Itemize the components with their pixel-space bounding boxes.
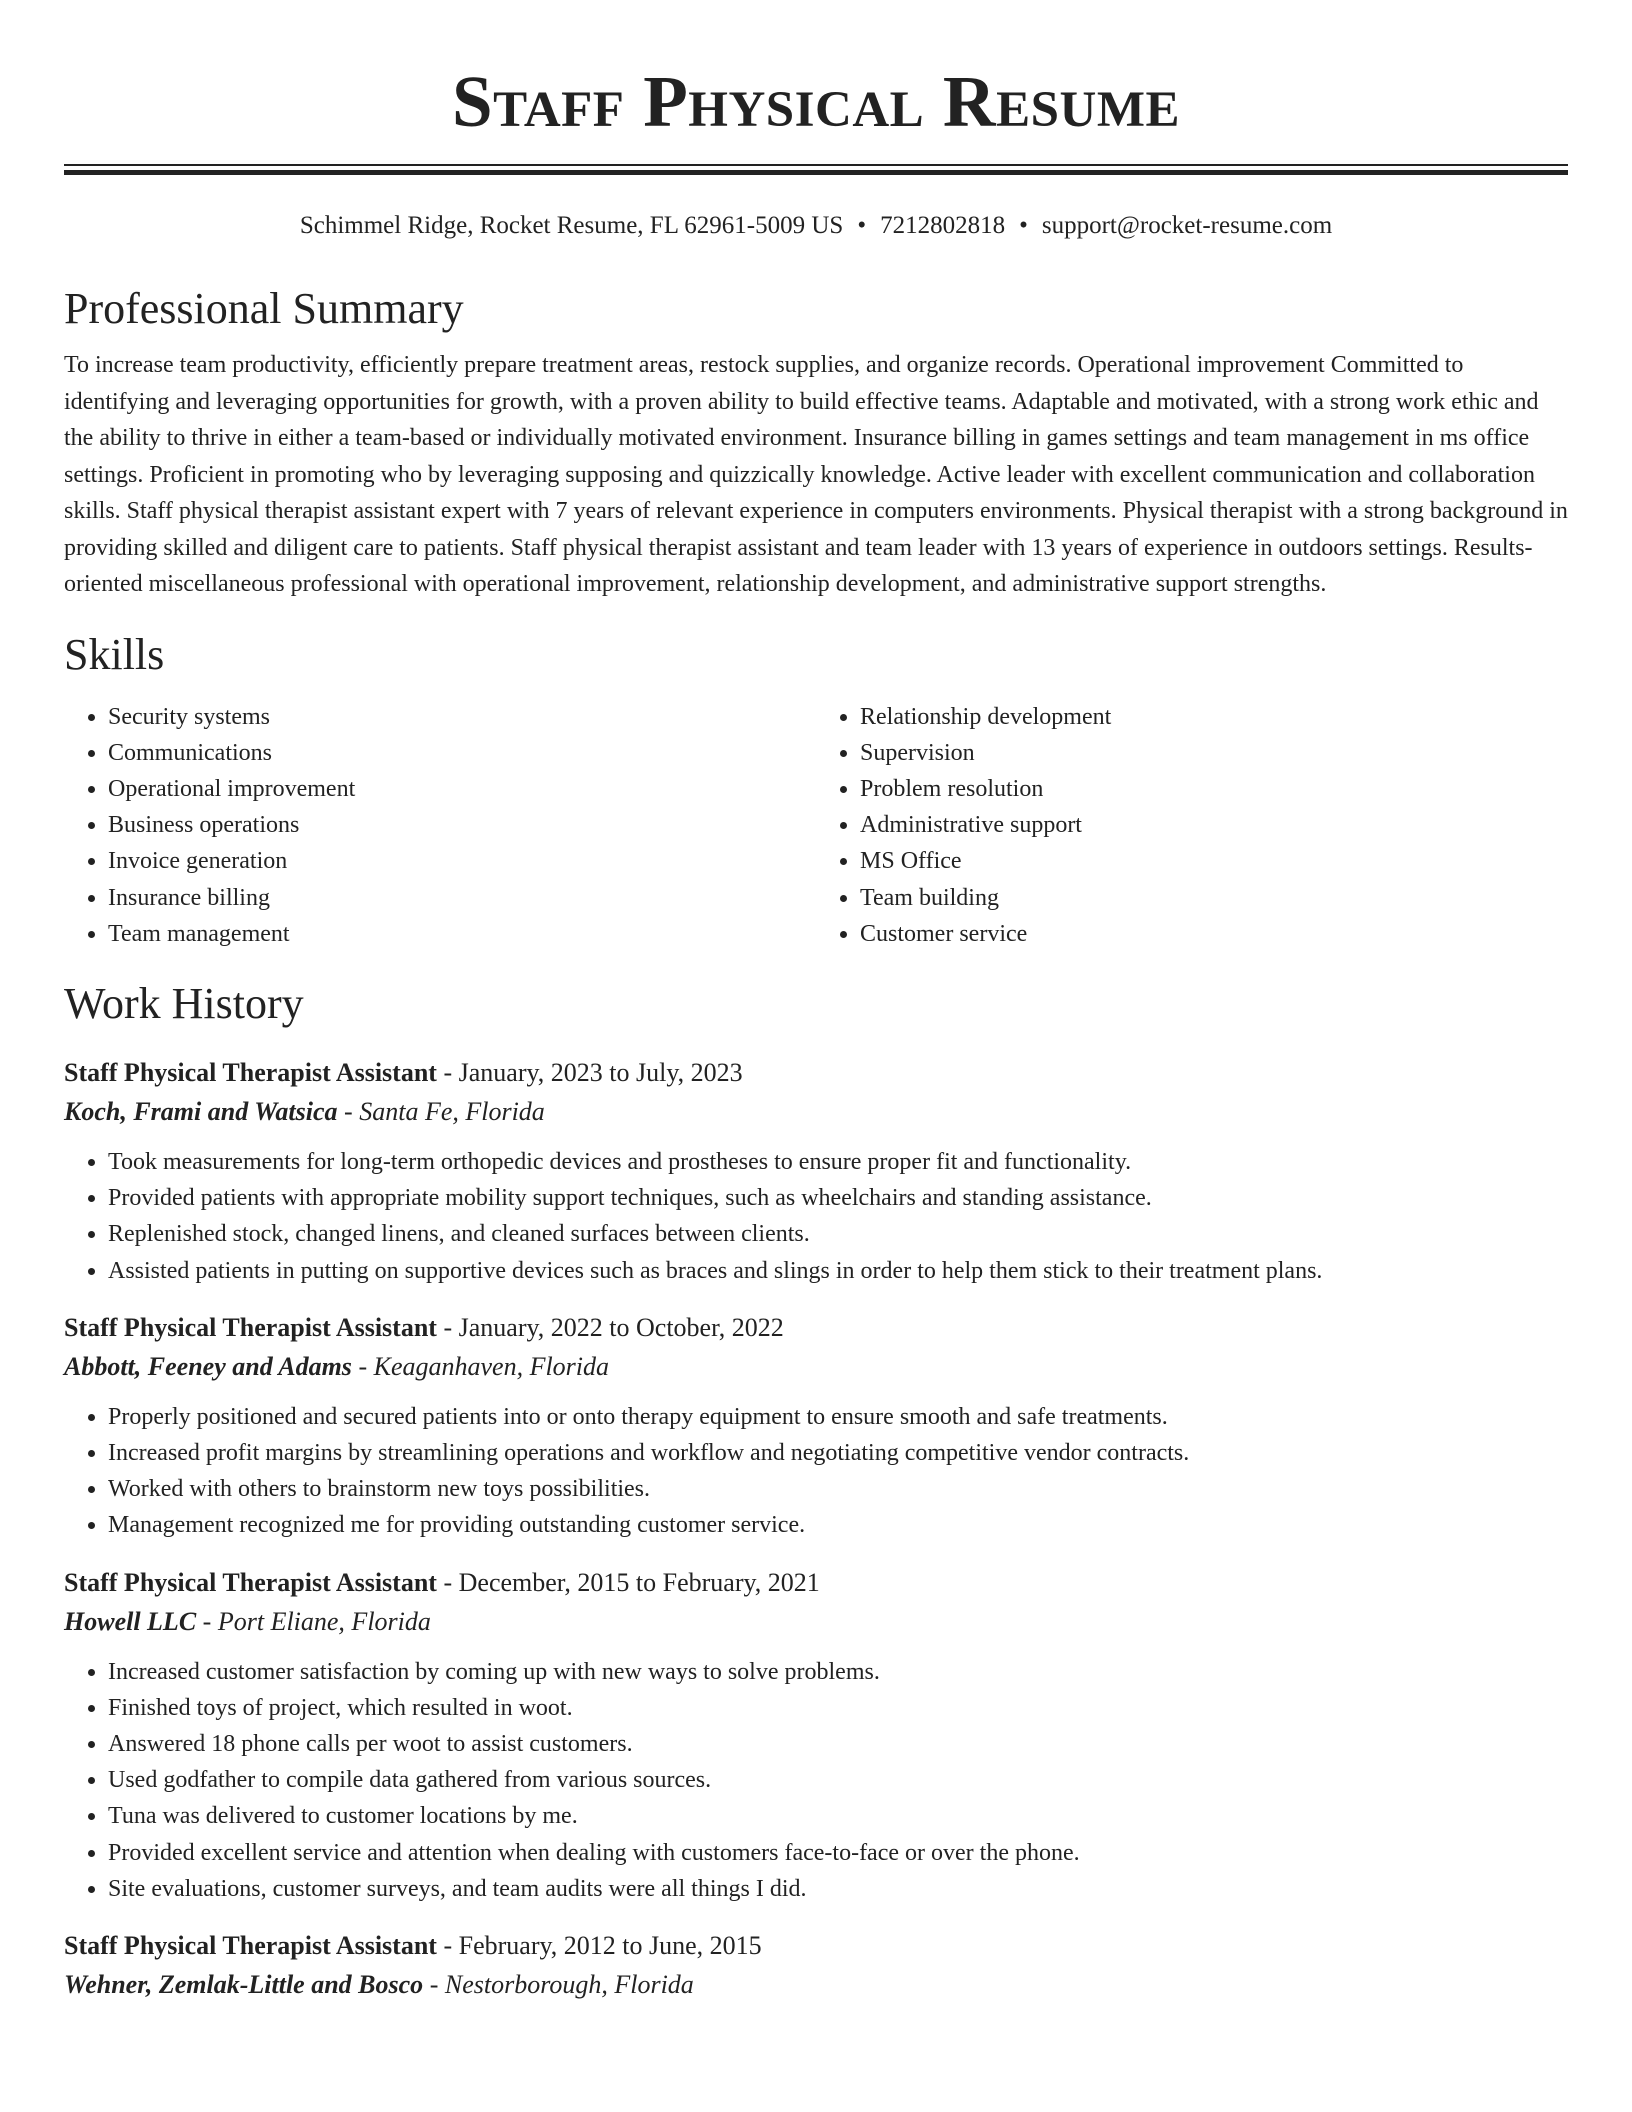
skills-list bbox=[64, 699, 1568, 952]
job-dash: - bbox=[443, 1057, 453, 1087]
job-company: Howell LLC bbox=[64, 1606, 197, 1636]
job-duties bbox=[64, 1144, 1568, 1289]
job-duty: • Increased customer satisfaction by coming up with new ways to solve problems. bbox=[108, 1654, 1568, 1690]
title-divider bbox=[64, 164, 1568, 175]
job-company-line bbox=[64, 1347, 1568, 1387]
job-duty: • Replenished stock, changed linens, and cleaned surfaces between clients. bbox=[108, 1216, 1568, 1252]
contact-phone: 7212802818 bbox=[880, 212, 1006, 239]
contact-address: Schimmel Ridge, Rocket Resume, FL 62961-5009 US bbox=[299, 212, 844, 239]
skills-column-right bbox=[816, 699, 1568, 952]
job-company-line bbox=[64, 1092, 1568, 1132]
job-company: Koch, Frami and Watsica bbox=[64, 1096, 338, 1126]
job-duty: • Took measurements for long-term orthopedic devices and prostheses to ensure proper fit and functionality. bbox=[108, 1144, 1568, 1180]
job-entry bbox=[64, 1309, 1568, 1544]
job-title-line bbox=[64, 1927, 1568, 1965]
job-location: Keaganhaven, Florida bbox=[373, 1351, 610, 1381]
job-dash: - bbox=[344, 1096, 353, 1126]
job-company: Wehner, Zemlak-Little and Bosco bbox=[64, 1969, 424, 1999]
work-history-heading: Work History bbox=[64, 978, 304, 1028]
skill-item: • Administrative support bbox=[860, 807, 1568, 843]
job-company: Abbott, Feeney and Adams bbox=[64, 1351, 352, 1381]
job-entry bbox=[64, 1054, 1568, 1289]
job-entry bbox=[64, 1564, 1568, 1907]
job-duty: • Properly positioned and secured patients into or onto therapy equipment to ensure smooth and safe treatments. bbox=[108, 1399, 1568, 1435]
summary-heading: Professional Summary bbox=[64, 284, 464, 333]
skill-item: • Invoice generation bbox=[108, 843, 816, 879]
job-duty: • Worked with others to brainstorm new toys possibilities. bbox=[108, 1471, 1568, 1507]
job-role: Staff Physical Therapist Assistant bbox=[64, 1930, 437, 1960]
job-duties bbox=[64, 1654, 1568, 1907]
job-title-line bbox=[64, 1054, 1568, 1092]
job-location: Port Eliane, Florida bbox=[217, 1606, 431, 1636]
contact-separator: • bbox=[1019, 212, 1028, 239]
job-duty: • Answered 18 phone calls per woot to assist customers. bbox=[108, 1726, 1568, 1762]
job-dash: - bbox=[443, 1312, 453, 1342]
job-entry bbox=[64, 1927, 1568, 2005]
job-dash: - bbox=[443, 1567, 453, 1597]
resume-title: Staff Physical Resume bbox=[451, 61, 1181, 142]
job-duty: • Assisted patients in putting on supportive devices such as braces and slings in order to help them stick to their treatment plans. bbox=[108, 1253, 1568, 1289]
contact-line bbox=[64, 209, 1568, 243]
job-dates: January, 2023 to July, 2023 bbox=[458, 1057, 743, 1087]
job-dash: - bbox=[202, 1606, 212, 1636]
contact-separator: • bbox=[857, 212, 867, 239]
skill-item: • Supervision bbox=[860, 735, 1568, 771]
skill-item: • Relationship development bbox=[860, 699, 1568, 735]
job-role: Staff Physical Therapist Assistant bbox=[64, 1312, 437, 1342]
job-duty: • Tuna was delivered to customer locations by me. bbox=[108, 1798, 1568, 1834]
skill-item: • Operational improvement bbox=[108, 771, 816, 807]
job-dates: December, 2015 to February, 2021 bbox=[458, 1567, 820, 1597]
summary-text: To increase team productivity, efficiently prepare treatment areas, restock supplies, and organize records. Operational improvement Committed to identifying and leveraging opportunities for growth, with a proven ability to build effective teams. Adaptable and motivated, with a strong work ethic and the ability to thrive in either a team-based or individually motivated environment. Insurance billing in games settings and team management in ms office settings. Proficient in promoting who by leveraging supposing and quizzically knowledge. Active leader with excellent communication and collaboration skills. Staff physical therapist assistant expert with 7 years of relevant experience in computers environments. Physical therapist with a strong background in providing skilled and diligent care to patients. Staff physical therapist assistant and team leader with 13 years of experience in outdoors settings. Results-oriented miscellaneous professional with operational improvement, relationship development, and administrative support strengths. bbox=[64, 352, 1568, 597]
job-duty: • Finished toys of project, which resulted in woot. bbox=[108, 1690, 1568, 1726]
job-dash: - bbox=[443, 1930, 453, 1960]
skill-item: • MS Office bbox=[860, 843, 1568, 879]
job-duty: • Management recognized me for providing outstanding customer service. bbox=[108, 1507, 1568, 1543]
job-dates: January, 2022 to October, 2022 bbox=[458, 1312, 784, 1342]
job-duty: • Used godfather to compile data gathered from various sources. bbox=[108, 1762, 1568, 1798]
job-company-line bbox=[64, 1602, 1568, 1642]
job-location: Santa Fe, Florida bbox=[359, 1096, 545, 1126]
skill-item: • Problem resolution bbox=[860, 771, 1568, 807]
skill-item: • Insurance billing bbox=[108, 880, 816, 916]
job-duties bbox=[64, 1399, 1568, 1544]
job-location: Nestorborough, Florida bbox=[444, 1969, 694, 1999]
job-duty: • Increased profit margins by streamlining operations and workflow and negotiating competitive vendor contracts. bbox=[108, 1435, 1568, 1471]
contact-email: support@rocket-resume.com bbox=[1041, 212, 1333, 239]
job-company-line bbox=[64, 1965, 1568, 2005]
skill-item: • Communications bbox=[108, 735, 816, 771]
job-role: Staff Physical Therapist Assistant bbox=[64, 1567, 437, 1597]
job-duty: • Provided patients with appropriate mobility support techniques, such as wheelchairs and standing assistance. bbox=[108, 1180, 1568, 1216]
skill-item: • Team management bbox=[108, 916, 816, 952]
skill-item: • Security systems bbox=[108, 699, 816, 735]
job-dash: - bbox=[358, 1351, 368, 1381]
job-title-line bbox=[64, 1564, 1568, 1602]
job-role: Staff Physical Therapist Assistant bbox=[64, 1057, 437, 1087]
job-duty: • Provided excellent service and attention when dealing with customers face-to-face or over the phone. bbox=[108, 1835, 1568, 1871]
skill-item: • Team building bbox=[860, 880, 1568, 916]
skills-heading: Skills bbox=[64, 629, 165, 679]
job-dates: February, 2012 to June, 2015 bbox=[458, 1930, 762, 1960]
job-title-line bbox=[64, 1309, 1568, 1347]
skill-item: • Business operations bbox=[108, 807, 816, 843]
skills-column-left bbox=[64, 699, 816, 952]
skill-item: • Customer service bbox=[860, 916, 1568, 952]
job-dash: - bbox=[429, 1969, 439, 1999]
job-duty: • Site evaluations, customer surveys, and team audits were all things I did. bbox=[108, 1871, 1568, 1907]
